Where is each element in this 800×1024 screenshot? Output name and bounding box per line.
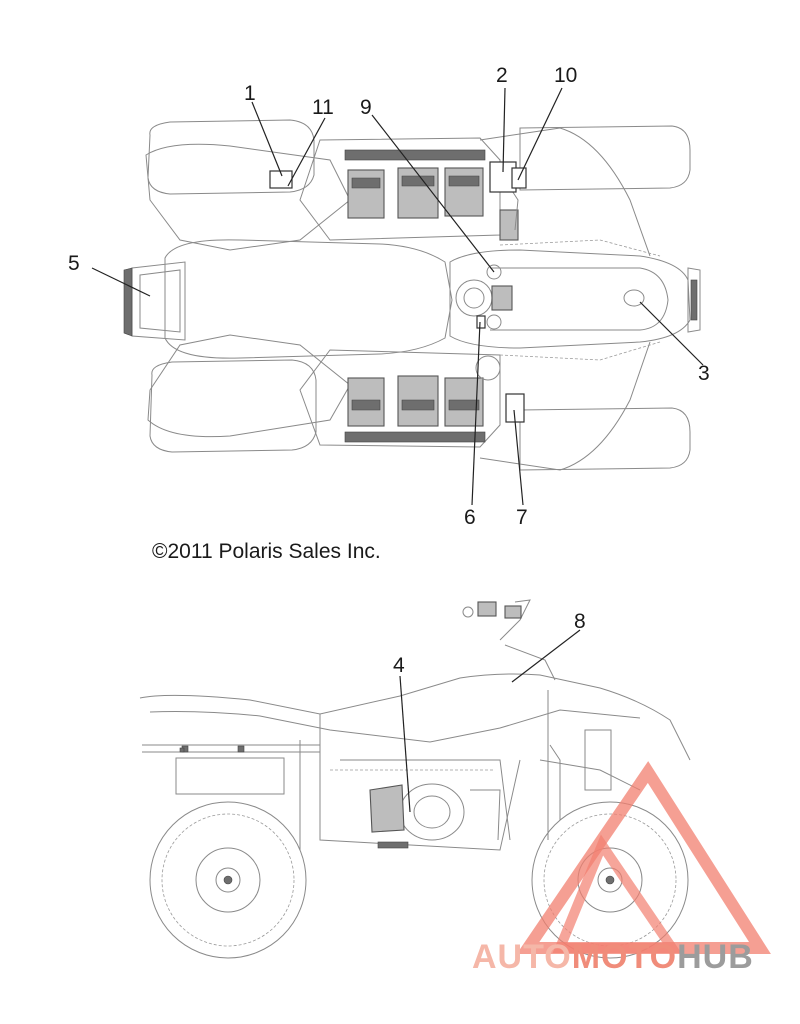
callout-8: 8: [574, 610, 586, 633]
callout-6: 6: [464, 506, 476, 529]
callout-5: 5: [68, 252, 80, 275]
callout-9: 9: [360, 96, 372, 119]
callout-11: 11: [312, 96, 334, 119]
decal-6: [477, 316, 485, 328]
callout-3: 3: [698, 362, 710, 385]
callout-2: 2: [496, 64, 508, 87]
watermark-triangle: [528, 772, 760, 948]
watermark-text-hub: HUB: [677, 938, 754, 976]
callout-1: 1: [244, 82, 256, 105]
watermark-logo: [528, 772, 760, 948]
watermark-text-moto: MOTO: [571, 938, 678, 976]
callout-7: 7: [516, 506, 528, 529]
copyright-notice: ©2011 Polaris Sales Inc.: [152, 540, 381, 563]
atv-side-view: [140, 600, 690, 958]
watermark-text-auto: AUTO: [472, 938, 572, 976]
callout-4: 4: [393, 654, 405, 677]
atv-top-view: [124, 120, 700, 470]
callout-10: 10: [554, 64, 578, 87]
watermark-triangle-inner: [560, 845, 672, 948]
watermark-text: [472, 938, 754, 977]
